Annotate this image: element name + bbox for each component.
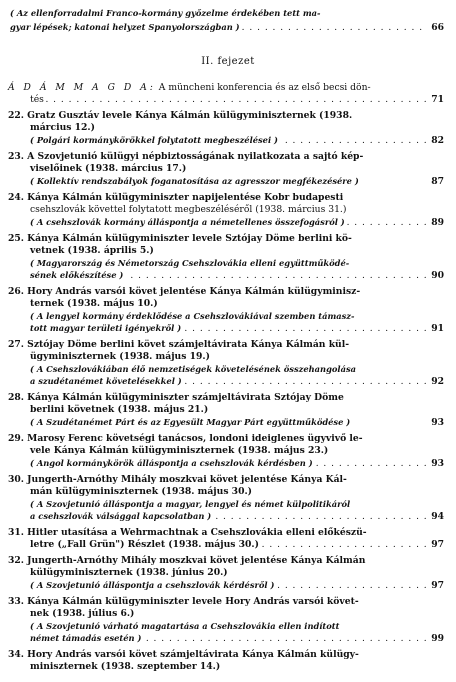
toc-line-text: ( Kollektív rendszabályok foganatosítása az agresszor megfékezésére ) — [30, 176, 359, 186]
toc-line-with-page — [30, 580, 444, 591]
toc-line-with-page — [30, 458, 444, 469]
toc-line-with-page — [30, 323, 444, 334]
toc-entry-title: vele Kánya Kálmán külügyminiszternek (1938. május 23.) — [30, 445, 329, 456]
chapter-heading: II. fejezet — [201, 56, 255, 67]
toc-entry-title: berlini követnek (1938. május 21.) — [30, 404, 209, 415]
author-line — [8, 82, 456, 93]
toc-line-with-page — [30, 511, 444, 522]
page-number: 82 — [426, 135, 444, 146]
toc-line-text: ( Polgári kormánykörökkel folytatott megbeszélései ) — [30, 135, 278, 145]
toc-entry-title: 28. Kánya Kálmán külügyminiszter számjeltávirata Sztójay Döme — [8, 392, 344, 403]
toc-entry-title: ternek (1938. május 10.) — [30, 298, 158, 309]
toc-line-with-page — [30, 633, 444, 644]
page-number: 90 — [426, 270, 444, 281]
toc-line-text: ( A Szudétanémet Párt és az Egyesült Magyar Párt együttműködése ) — [30, 417, 351, 427]
toc-entry-title: ügyminiszternek (1938. május 19.) — [30, 351, 210, 362]
toc-line: ( Az ellenforradalmi Franco-kormány győzelme érdekében tett ma- — [10, 8, 321, 18]
page-number: 99 — [426, 633, 444, 644]
toc-entry-title: külügyminiszternek (1938. június 20.) — [30, 567, 228, 578]
toc-entry-title: 27. Sztójay Döme berlini követ számjeltávirata Kánya Kálmán kül- — [8, 339, 350, 350]
toc-entry-title: 24. Kánya Kálmán külügyminiszter napijelentése Kobr budapesti — [8, 192, 344, 203]
toc-entry-title: 33. Kánya Kálmán külügyminiszter levele Hory András varsói követ- — [8, 596, 359, 607]
toc-line-with-page — [30, 176, 444, 187]
author-title: A müncheni konferencia és az első becsi dön- — [155, 82, 371, 93]
toc-entry-title: 31. Hitler utasítása a Wehrmachtnak a Csehszlovákia elleni előkészü- — [8, 527, 367, 538]
toc-line-with-page — [30, 539, 444, 550]
toc-line: ( A Csehszlovákiában élő nemzetiségek követelésének összehangolása — [30, 364, 356, 374]
toc-line-with-page — [10, 22, 444, 33]
toc-line-text: tés — [30, 94, 44, 105]
page-number: 71 — [426, 94, 444, 105]
author-name: Á D Á M M A G D A: — [8, 82, 156, 93]
page-number: 91 — [426, 323, 444, 334]
toc-entry-title: miniszternek (1938. szeptember 14.) — [30, 661, 221, 672]
toc-entry-title: viselőinek (1938. március 17.) — [30, 163, 187, 174]
page-number: 92 — [426, 376, 444, 387]
toc-entry-title: nek (1938. július 6.) — [30, 608, 135, 619]
toc-line-text: német támadás esetén ) — [30, 633, 142, 643]
toc-entry-title: 32. Jungerth-Arnóthy Mihály moszkvai követ jelentése Kánya Kálmán — [8, 555, 366, 566]
toc-entry-title: mán külügyminiszternek (1938. május 30.) — [30, 486, 253, 497]
toc-line-with-page — [30, 217, 444, 228]
toc-line-text: ( Angol kormánykörök álláspontja a csehszlovák kérdésben ) — [30, 458, 313, 468]
toc-entry-title: 23. A Szovjetunió külügyi népbiztosságának nyilatkozata a sajtó kép- — [8, 151, 364, 162]
page-number: 89 — [426, 217, 444, 228]
toc-line: ( Magyarország és Németország Csehszlovákia elleni együttműködé- — [30, 258, 350, 268]
toc-line-with-page — [30, 270, 444, 281]
toc-line-with-page — [30, 417, 444, 428]
toc-line-text: gyar lépések; katonai helyzet Spanyolországban ) — [10, 22, 240, 32]
page-number: 97 — [426, 580, 444, 591]
toc-entry-title: március 12.) — [30, 122, 95, 133]
toc-entry-title: csehszlovák követtel folytatott megbeszéléséről (1938. március 31.) — [30, 204, 347, 215]
toc-line-text: letre („Fall Grün") Részlet (1938. május 30.) — [30, 539, 259, 550]
page-number: 66 — [426, 22, 444, 33]
toc-entry-title: 30. Jungerth-Arnóthy Mihály moszkvai követ jelentése Kánya Kál- — [8, 474, 347, 485]
toc-line: ( A Szovjetunió álláspontja a magyar, lengyel és német külpolitikáról — [30, 499, 351, 509]
toc-line-with-page — [30, 94, 444, 105]
page-number: 93 — [426, 458, 444, 469]
toc-line-text: ( A Szovjetunió álláspontja a csehszlovák kérdésről ) — [30, 580, 275, 590]
toc-entry-title: 29. Marosy Ferenc követségi tanácsos, londoni ideiglenes ügyvivő le- — [8, 433, 363, 444]
toc-line: ( A lengyel kormány érdeklődése a Csehszlovákiával szemben támasz- — [30, 311, 355, 321]
toc-line-text: a csehszlovák válsággal kapcsolatban ) — [30, 511, 212, 521]
page-number: 93 — [426, 417, 444, 428]
page-number: 87 — [426, 176, 444, 187]
toc-line-text: ( A csehszlovák kormány álláspontja a németellenes összefogásról ) — [30, 217, 345, 227]
toc-entry-title: vetnek (1938. április 5.) — [30, 245, 154, 256]
toc-line-with-page — [30, 135, 444, 146]
toc-entry-title: 34. Hory András varsói követ számjeltávirata Kánya Kálmán külügy- — [8, 649, 359, 660]
leader-dots — [30, 94, 444, 105]
toc-line: ( A Szovjetunió várható magatartása a Csehszlovákia ellen indított — [30, 621, 340, 631]
toc-line-with-page — [30, 376, 444, 387]
page-number: 94 — [426, 511, 444, 522]
page-number: 97 — [426, 539, 444, 550]
toc-entry-title: 25. Kánya Kálmán külügyminiszter levele Sztójay Döme berlini kö- — [8, 233, 352, 244]
toc-line-text: sének előkészítése ) — [30, 270, 124, 280]
toc-line-text: a szudétanémet követelésekkel ) — [30, 376, 182, 386]
toc-entry-title: 22. Gratz Gusztáv levele Kánya Kálmán külügyminiszternek (1938. — [8, 110, 353, 121]
toc-line-text: tott magyar területi igényekről ) — [30, 323, 182, 333]
toc-entry-title: 26. Hory András varsói követ jelentése Kánya Kálmán külügyminisz- — [8, 286, 361, 297]
